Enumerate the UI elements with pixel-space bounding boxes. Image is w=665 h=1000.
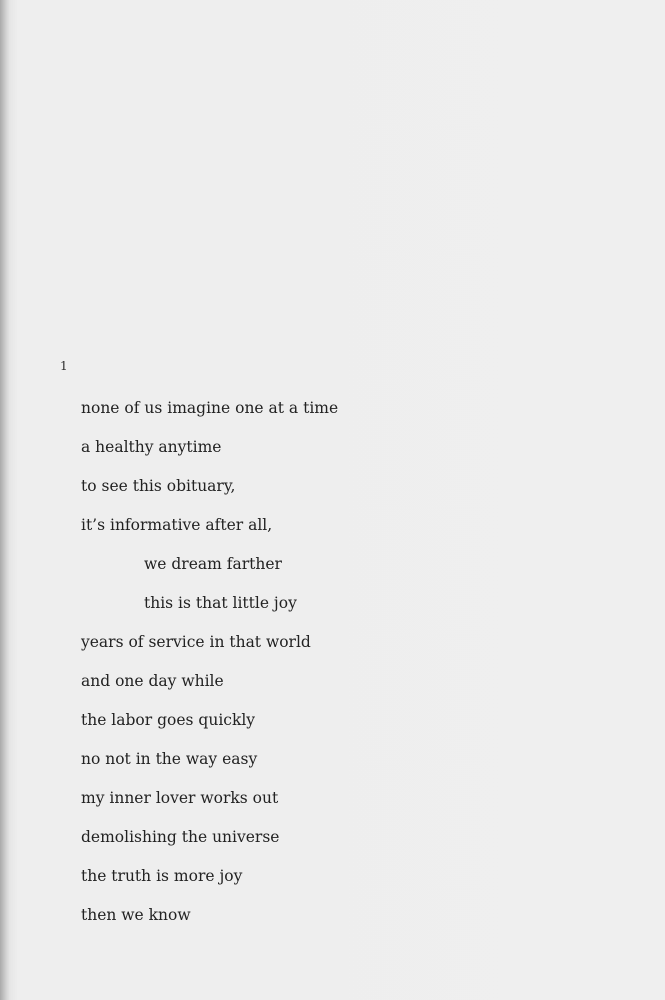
poem bbox=[81, 395, 338, 941]
poem-line: a healthy anytime bbox=[81, 438, 222, 456]
poem-line: demolishing the universe bbox=[81, 828, 280, 846]
poem-line: it’s informative after all, bbox=[81, 516, 273, 534]
poem-line: the truth is more joy bbox=[81, 867, 243, 885]
poem-line: my inner lover works out bbox=[81, 789, 279, 807]
poem-line: none of us imagine one at a time bbox=[81, 399, 339, 417]
poem-line: and one day while bbox=[81, 672, 224, 690]
spine-shadow bbox=[0, 0, 10, 1000]
page-number: 1 bbox=[60, 359, 69, 373]
poem-line-indented: this is that little joy bbox=[144, 594, 297, 612]
poem-line: to see this obituary, bbox=[81, 477, 236, 495]
poem-line-indented: we dream farther bbox=[144, 555, 282, 573]
poem-line: no not in the way easy bbox=[81, 750, 258, 768]
poem-line: the labor goes quickly bbox=[81, 711, 256, 729]
poem-line: years of service in that world bbox=[81, 633, 311, 651]
poem-line: then we know bbox=[81, 906, 191, 924]
